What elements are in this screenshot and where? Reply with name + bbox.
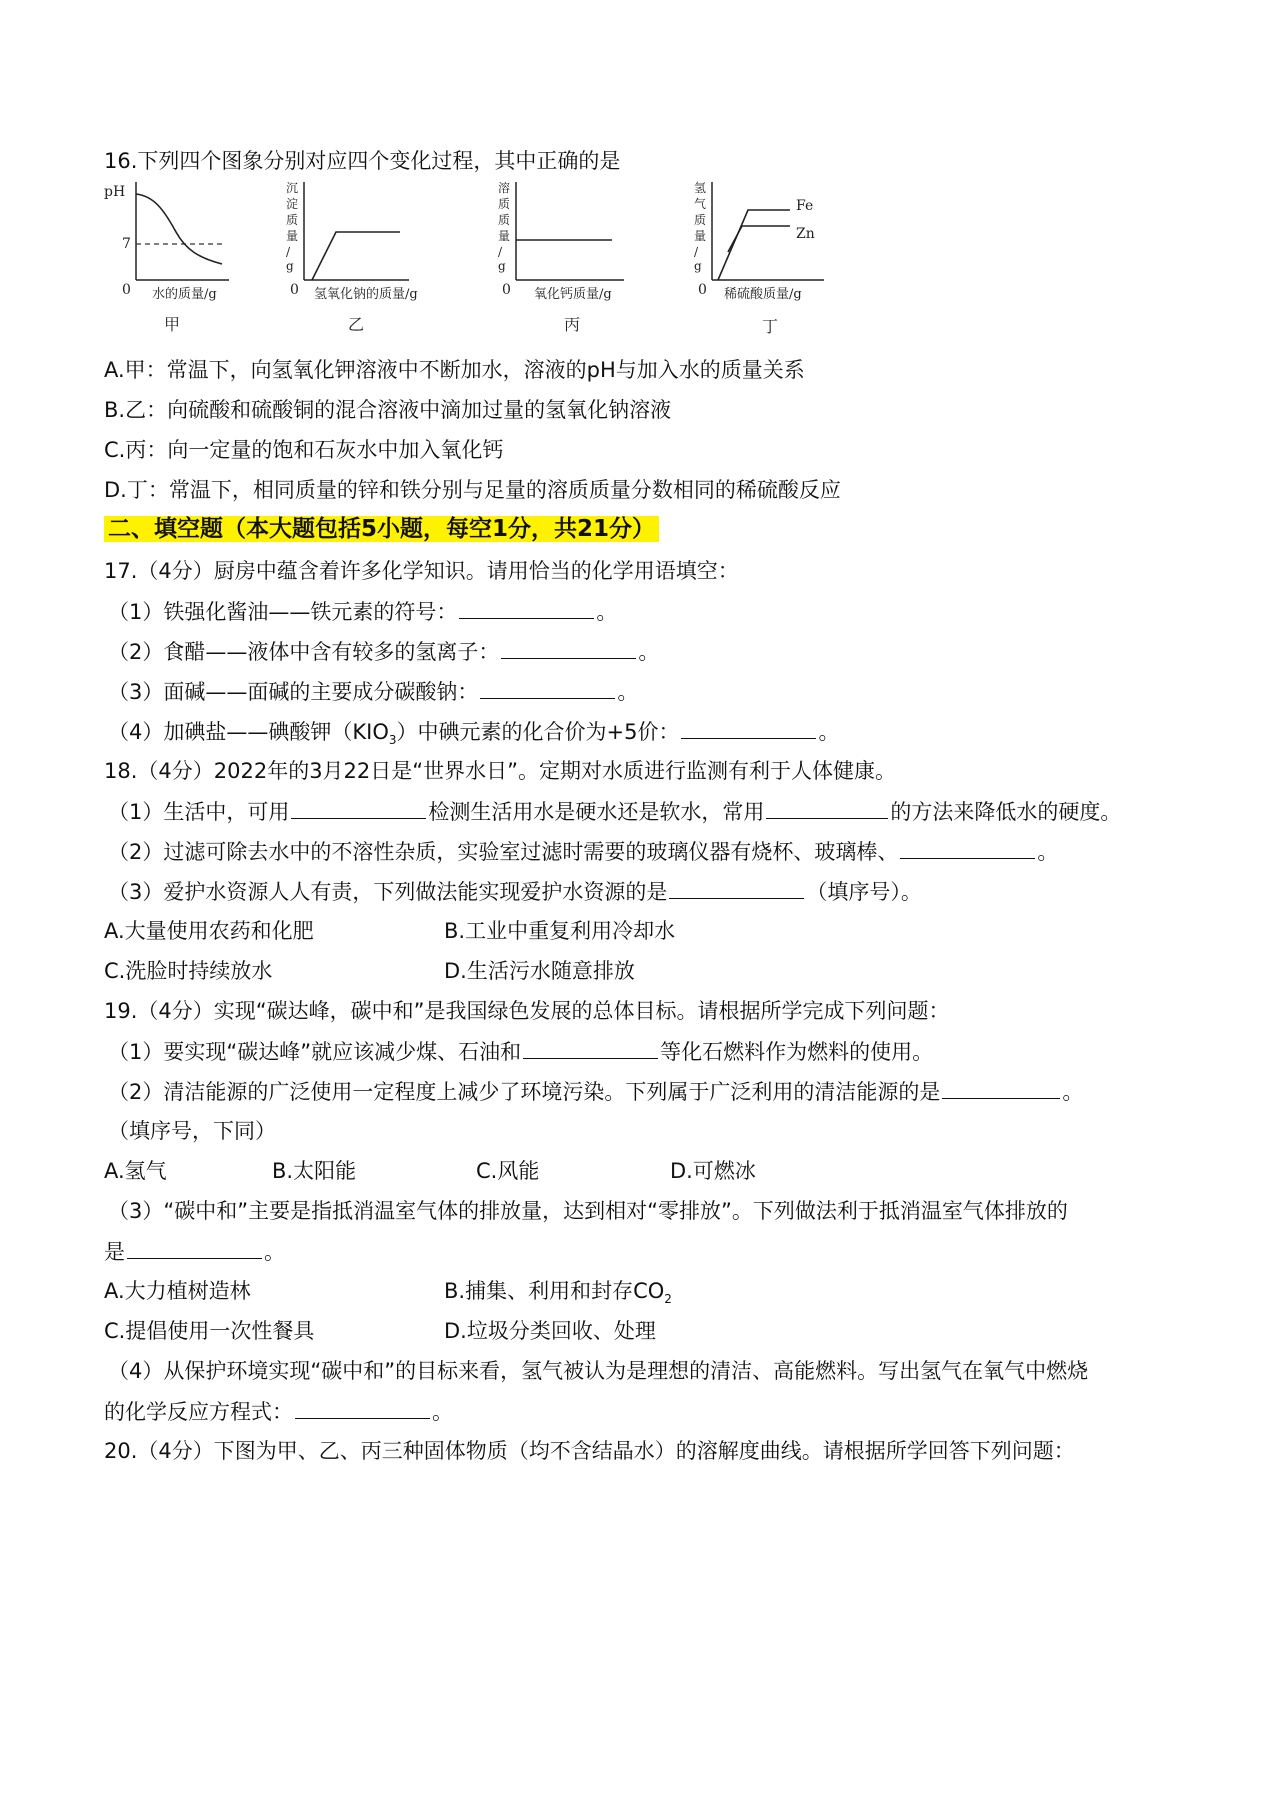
q20-stem: 20.（4分）下图为甲、乙、丙三种固体物质（均不含结晶水）的溶解度曲线。请根据所学回答下列问题： bbox=[104, 1439, 1075, 1463]
q18-blank4[interactable] bbox=[669, 876, 804, 899]
q17-part3: （3）面碱——面碱的主要成分碳酸钠： 。 bbox=[108, 676, 638, 707]
graph-bing bbox=[498, 180, 624, 334]
q16-stem: 16.下列四个图象分别对应四个变化过程，其中正确的是 bbox=[104, 149, 621, 173]
graph-jia-origin: 0 bbox=[122, 282, 131, 298]
graph-ding-fe-line bbox=[718, 210, 790, 280]
q19-energy-b: B.太阳能 bbox=[272, 1159, 357, 1183]
q17-blank2[interactable] bbox=[501, 636, 636, 659]
q16-option-c: C.丙：向一定量的饱和石灰水中加入氧化钙 bbox=[104, 438, 504, 462]
q17-part2: （2）食醋——液体中含有较多的氢离子： 。 bbox=[108, 636, 659, 667]
graph-ding-origin: 0 bbox=[698, 282, 707, 298]
graph-ding-fe-label: Fe bbox=[796, 198, 814, 214]
q16-option-a: A.甲：常温下，向氢氧化钾溶液中不断加水，溶液的pH与加入水的质量关系 bbox=[104, 358, 805, 382]
q19-part4: （4）从保护环境实现“碳中和”的目标来看，氢气被认为是理想的清洁、高能燃料。写出氢气在氧气中燃烧 bbox=[108, 1359, 1089, 1383]
graph-ding-zn-line bbox=[728, 226, 790, 252]
graph-jia-ylabel: pH bbox=[104, 184, 126, 200]
section-title-text: 二、填空题（本大题包括5小题，每空1分，共21分） bbox=[104, 516, 659, 542]
q19-options-row1 bbox=[104, 1276, 1104, 1306]
q18-option-c: C.洗脸时持续放水 bbox=[104, 959, 273, 983]
graph-yi-caption: 乙 bbox=[348, 315, 365, 334]
graph-ding bbox=[694, 181, 824, 336]
q19-energy-options bbox=[104, 1156, 1104, 1186]
graph-bing-xlabel: 氧化钙质量/g bbox=[534, 287, 612, 302]
q19-part1: （1）要实现“碳达峰”就应该减少煤、石油和 等化石燃料作为燃料的使用。 bbox=[108, 1036, 933, 1067]
q18-stem: 18.（4分）2022年的3月22日是“世界水日”。定期对水质进行监测有利于人体健康。 bbox=[104, 759, 897, 783]
graph-yi bbox=[286, 181, 418, 334]
graph-jia-curve bbox=[136, 194, 222, 264]
graph-jia-caption: 甲 bbox=[164, 315, 181, 334]
graph-jia-xlabel: 水的质量/g bbox=[152, 287, 217, 302]
q18-option-d: D.生活污水随意排放 bbox=[444, 959, 635, 983]
graph-yi-ylabel: 沉淀质量/ g bbox=[286, 181, 299, 273]
graph-jia-tick: 7 bbox=[122, 236, 131, 252]
graph-bing-origin: 0 bbox=[502, 282, 511, 298]
q19-energy-a: A.氢气 bbox=[104, 1159, 167, 1183]
q16-graphs bbox=[104, 180, 934, 345]
q18-options-row2 bbox=[104, 956, 1104, 986]
q19-option-d: D.垃圾分类回收、处理 bbox=[444, 1319, 656, 1343]
q18-blank2[interactable] bbox=[766, 796, 888, 819]
q17-blank1[interactable] bbox=[459, 596, 594, 619]
q18-option-b: B.工业中重复利用冷却水 bbox=[444, 919, 676, 943]
graph-yi-xlabel: 氢氧化钠的质量/g bbox=[314, 287, 418, 302]
q19-part3-cont: 是 。 bbox=[104, 1236, 285, 1267]
graph-ding-ylabel: 氢气质量/ g bbox=[694, 181, 707, 273]
q17-part4: （4）加碘盐——碘酸钾$(KIO_3)$中碘元素的化合价为+5价： 。 bbox=[108, 716, 839, 755]
graph-ding-zn-label: Zn bbox=[796, 226, 815, 242]
q19-part2: （2）清洁能源的广泛使用一定程度上减少了环境污染。下列属于广泛利用的清洁能源的是 。 bbox=[108, 1076, 1083, 1107]
q18-options-row1 bbox=[104, 916, 1104, 946]
q18-part1: （1）生活中，可用 检测生活用水是硬水还是软水，常用 的方法来降低水的硬度。 bbox=[108, 796, 1121, 827]
q19-blank4[interactable] bbox=[295, 1396, 430, 1419]
graph-yi-curve bbox=[312, 232, 400, 280]
q19-blank1[interactable] bbox=[523, 1036, 658, 1059]
q17-part1: （1）铁强化酱油——铁元素的符号： 。 bbox=[108, 596, 617, 627]
q16-figure bbox=[104, 180, 934, 345]
q19-option-b: B.捕集、利用和封存$CO_2$ bbox=[444, 1279, 672, 1307]
graph-ding-caption: 丁 bbox=[762, 317, 779, 336]
graph-bing-caption: 丙 bbox=[564, 315, 581, 334]
q18-blank1[interactable] bbox=[291, 796, 426, 819]
graph-ding-xlabel: 稀硫酸质量/g bbox=[724, 287, 802, 302]
q18-blank3[interactable] bbox=[900, 836, 1035, 859]
q18-part2: （2）过滤可除去水中的不溶性杂质，实验室过滤时需要的玻璃仪器有烧杯、玻璃棒、 。 bbox=[108, 836, 1058, 867]
graph-jia bbox=[104, 182, 229, 334]
graph-bing-ylabel: 溶质质量/ g bbox=[498, 181, 511, 273]
q19-blank2[interactable] bbox=[942, 1076, 1060, 1099]
q17-blank3[interactable] bbox=[480, 676, 615, 699]
section-title bbox=[104, 514, 659, 544]
q19-energy-d: D.可燃冰 bbox=[670, 1159, 756, 1183]
q19-part3: （3）“碳中和”主要是指抵消温室气体的排放量，达到相对“零排放”。下列做法利于抵消温室气体排放的 bbox=[108, 1199, 1068, 1223]
q16-option-b: B.乙：向硫酸和硫酸铜的混合溶液中滴加过量的氢氧化钠溶液 bbox=[104, 398, 672, 422]
q19-option-a: A.大力植树造林 bbox=[104, 1279, 251, 1303]
q19-energy-c: C.风能 bbox=[476, 1159, 540, 1183]
q17-blank4[interactable] bbox=[681, 716, 816, 739]
q16-option-d: D.丁：常温下，相同质量的锌和铁分别与足量的溶质质量分数相同的稀硫酸反应 bbox=[104, 478, 841, 502]
q17-stem: 17.（4分）厨房中蕴含着许多化学知识。请用恰当的化学用语填空： bbox=[104, 559, 739, 583]
graph-yi-origin: 0 bbox=[290, 282, 299, 298]
q19-part4-cont: 的化学反应方程式： 。 bbox=[104, 1396, 453, 1427]
q19-options-row2 bbox=[104, 1316, 1104, 1346]
q19-blank3[interactable] bbox=[127, 1236, 262, 1259]
q19-part2-note: （填序号，下同） bbox=[108, 1119, 276, 1143]
q19-option-c: C.提倡使用一次性餐具 bbox=[104, 1319, 315, 1343]
q19-stem: 19.（4分）实现“碳达峰，碳中和”是我国绿色发展的总体目标。请根据所学完成下列问题： bbox=[104, 999, 950, 1023]
q18-part3: （3）爱护水资源人人有责，下列做法能实现爱护水资源的是 （填序号）。 bbox=[108, 876, 922, 907]
q18-option-a: A.大量使用农药和化肥 bbox=[104, 919, 314, 943]
